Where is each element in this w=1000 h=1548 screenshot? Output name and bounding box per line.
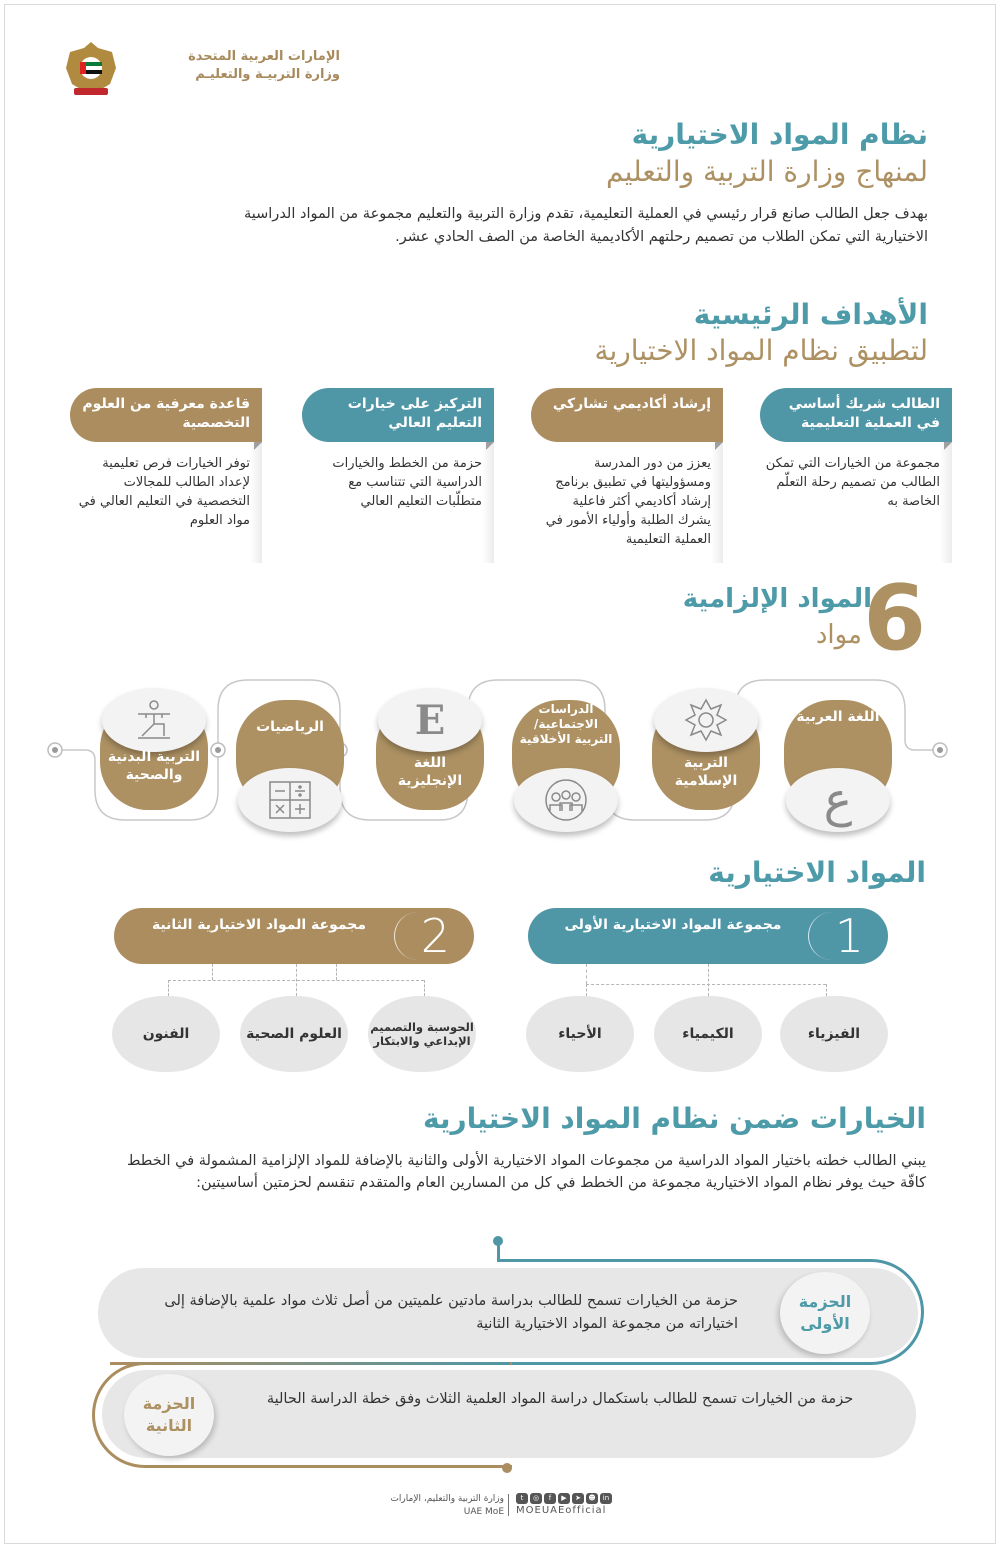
- mandatory-subject-social-studies: [512, 690, 620, 830]
- options-title: الخيارات ضمن نظام المواد الاختيارية: [423, 1102, 926, 1135]
- ministry-line-1: الإمارات العربية المتحدة: [188, 49, 340, 64]
- elective-subject-chemistry: الكيمياء: [654, 996, 762, 1072]
- connector-line: [586, 964, 587, 984]
- group-number: 2: [420, 909, 450, 963]
- subject-label: الرياضيات: [256, 719, 324, 735]
- elective-subject-health-sciences: العلوم الصحية: [240, 996, 348, 1072]
- elective-subject-biology: الأحياء: [526, 996, 634, 1072]
- package-1-text: حزمة من الخيارات تسمح للطالب بدراسة مادتين علميتين من أصل ثلاث مواد علمية بالإضافة إلى اختياراته من مجموعة المواد الاختيارية الثانية: [164, 1293, 738, 1332]
- package-2-text: حزمة من الخيارات تسمح للطالب باستكمال دراسة المواد العلمية الثلاث وفق خطة الدراسة الحالية: [266, 1391, 854, 1407]
- goal-card-title: إرشاد أكاديمي تشاركي: [531, 388, 723, 442]
- goal-card-body: حزمة من الخطط والخيارات الدراسية التي تتناسب مع متطلّبات التعليم العالي: [332, 456, 482, 509]
- goal-card-body: مجموعة من الخيارات التي تمكن الطالب من تصميم رحلة التعلّم الخاصة به: [765, 456, 940, 509]
- arabic-letter-ain-icon: [786, 768, 890, 832]
- mandatory-unit: مواد: [815, 620, 862, 650]
- page-subtitle: لمنهاج وزارة التربية والتعليم: [606, 155, 928, 188]
- elective-subject-physics: الفيزياء: [780, 996, 888, 1072]
- options-paragraph: يبني الطالب خطته باختيار المواد الدراسية من مجموعات المواد الاختيارية الأولى والثانية بالإضافة للمواد الإلزامية المشمولة في الخطط كافّة حيث يوفر نظام المواد الاختيارية مجموعة من الخطط في كل من المسارين العام والمتقدم تنقسم لحزمتين أساسيتين:: [127, 1153, 926, 1191]
- page-title: نظام المواد الاختيارية: [631, 118, 928, 151]
- footer-org: [384, 1493, 504, 1519]
- exercise-figure-icon: [102, 688, 206, 752]
- connector-line: [826, 984, 827, 996]
- goal-card-title: الطالب شريك أساسي في العملية التعليمية: [760, 388, 952, 442]
- connector-line: [586, 984, 587, 996]
- letter-e-icon: [378, 688, 482, 752]
- youtube-icon[interactable]: ▶: [558, 1493, 570, 1504]
- elective-group-2: [114, 908, 474, 964]
- connector-line: [212, 964, 213, 980]
- group-label: مجموعة المواد الاختيارية الأولى: [564, 917, 782, 933]
- goal-card: [274, 388, 494, 563]
- goal-card-body: توفر الخيارات فرص تعليمية لإعداد الطالب للمجالات التخصصية في التعليم العالي في مواد العلوم: [78, 456, 250, 528]
- goal-card-body: يعزز من دور المدرسة ومسؤوليتها في تطبيق برنامج إرشاد أكاديمي أكثر فاعلية يشرك الطلبة وأولياء الأمور في العملية التعليمية: [545, 456, 711, 547]
- elective-subject-arts: الفنون: [112, 996, 220, 1072]
- package-1-badge: الحزمة الأولى: [780, 1272, 870, 1354]
- ministry-line-2: وزارة التربيـة والتعليـم: [195, 67, 340, 82]
- subject-label: التربية الإسلامية: [674, 755, 738, 789]
- facebook-icon[interactable]: f: [544, 1493, 556, 1504]
- elective-title: المواد الاختيارية: [708, 856, 926, 889]
- package-2-bar: [102, 1370, 916, 1458]
- footer-org-ar: وزارة التربية والتعليم، الإمارات: [390, 1494, 504, 1504]
- uae-emblem-icon: [60, 38, 122, 100]
- ain-glyph: ع: [823, 772, 853, 828]
- goal-card: [503, 388, 723, 563]
- twitter-icon[interactable]: t: [516, 1493, 528, 1504]
- instagram-icon[interactable]: ◎: [530, 1493, 542, 1504]
- connector-line: [424, 980, 425, 996]
- mandatory-title: المواد الإلزامية: [682, 584, 872, 614]
- intro-paragraph: بهدف جعل الطالب صانع قرار رئيسي في العملية التعليمية، تقدم وزارة التربية والتعليم مجموعة من المواد الدراسية الاختيارية التي تمكن الطلاب من تصميم رحلتهم الأكاديمية الخاصة من الصف الحادي عشر.: [243, 206, 928, 245]
- social-icons: [516, 1493, 612, 1504]
- package-2-badge: الحزمة الثانية: [124, 1374, 214, 1456]
- goals-title: الأهداف الرئيسية: [693, 298, 928, 331]
- social-handle[interactable]: MOEUAEofficial: [516, 1505, 607, 1516]
- elective-group-1: [528, 908, 888, 964]
- goal-card: [732, 388, 952, 563]
- mandatory-subject-islamic: [652, 690, 760, 830]
- people-group-icon: [514, 768, 618, 832]
- mandatory-count: 6: [863, 566, 926, 671]
- math-operators-icon: [238, 768, 342, 832]
- footer-divider: [508, 1494, 509, 1516]
- islamic-star-pattern-icon: [654, 688, 758, 752]
- connector-line: [336, 964, 337, 980]
- e-glyph: E: [414, 696, 446, 744]
- mandatory-subject-arabic: [784, 690, 892, 830]
- connector-line: [296, 964, 297, 996]
- goal-card-title: التركيز على خيارات التعليم العالي: [302, 388, 494, 442]
- connector-line: [586, 984, 826, 985]
- ministry-name: [140, 48, 340, 84]
- mandatory-subject-math: [236, 690, 344, 830]
- package-connector-dot: [502, 1463, 512, 1473]
- footer-org-en: UAE MoE: [463, 1507, 504, 1517]
- goal-card: [42, 388, 262, 563]
- telegram-icon[interactable]: ➤: [572, 1493, 584, 1504]
- linkedin-icon[interactable]: in: [600, 1493, 612, 1504]
- group-number: 1: [834, 909, 864, 963]
- package-connector-dot: [493, 1236, 503, 1246]
- snapchat-icon[interactable]: ☻: [586, 1493, 598, 1504]
- goals-subtitle: لتطبيق نظام المواد الاختيارية: [594, 334, 928, 367]
- group-label: مجموعة المواد الاختيارية الثانية: [151, 917, 367, 933]
- package-divider-line: [110, 1362, 510, 1365]
- subject-label: التربية البدنية والصحية: [107, 749, 201, 783]
- goal-card-title: قاعدة معرفية من العلوم التخصصية: [70, 388, 262, 442]
- elective-subject-computing: الحوسبة والتصميم الإبداعي والابتكار: [368, 996, 476, 1072]
- subject-label: الدراسات الاجتماعية/ التربية الأخلاقية: [519, 702, 613, 746]
- mandatory-subject-pe: [100, 690, 208, 830]
- connector-line: [708, 964, 709, 996]
- subject-label: اللغة العربية: [796, 709, 880, 725]
- mandatory-subject-english: [376, 690, 484, 830]
- connector-line: [168, 980, 169, 996]
- subject-label: اللغة الإنجليزية: [397, 755, 463, 789]
